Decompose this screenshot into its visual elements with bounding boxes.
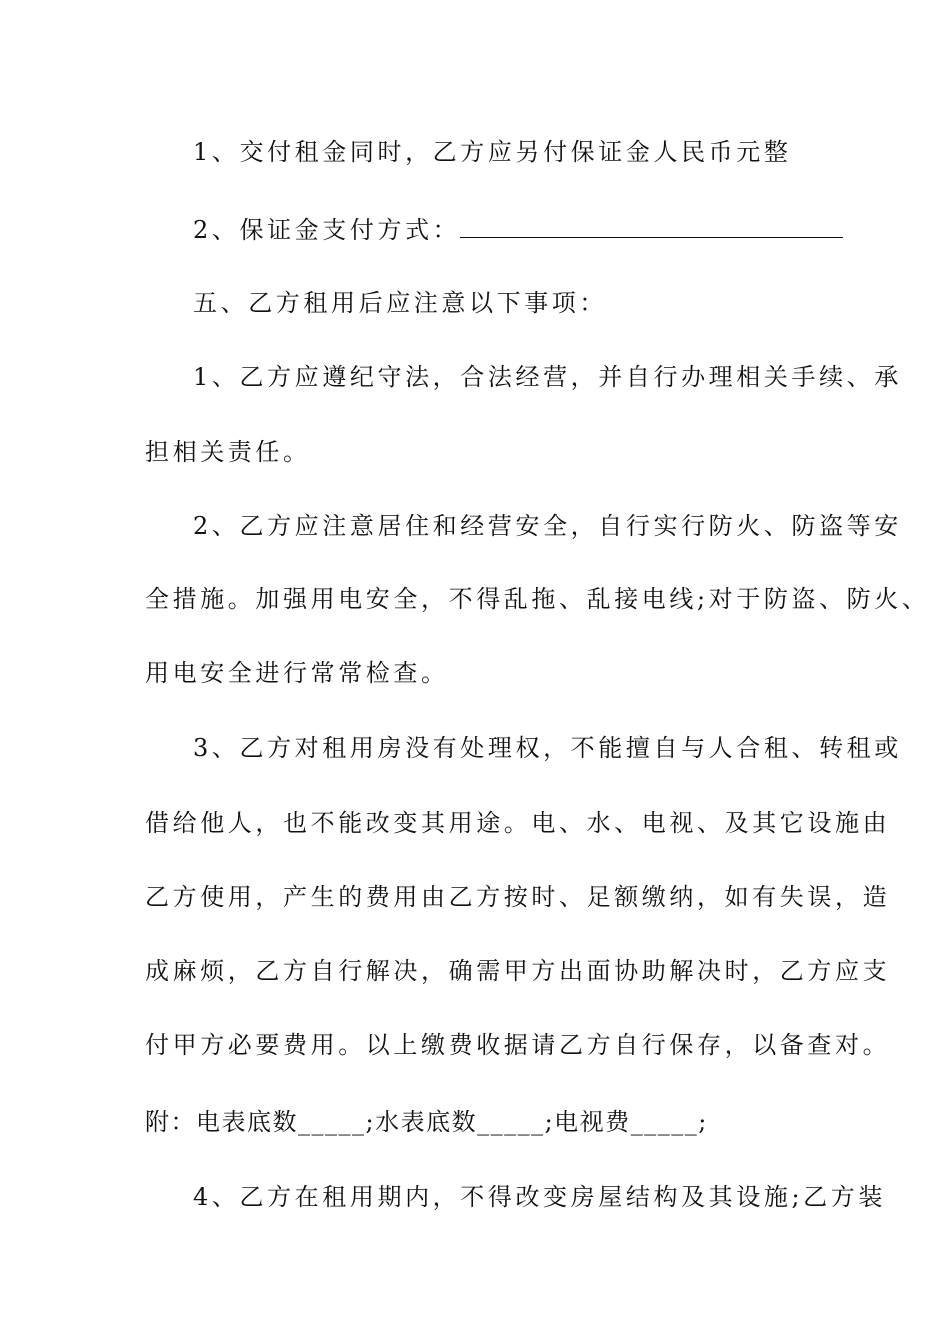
deposit-method-label: 2、保证金支付方式： xyxy=(193,216,461,244)
clause-2-line-2: 全措施。加强用电安全，不得乱拖、乱接电线;对于防盗、防火、 xyxy=(145,585,930,613)
paragraph-deposit-amount: 1、交付租金同时，乙方应另付保证金人民币元整 xyxy=(193,138,792,166)
clause-2-line-3: 用电安全进行常常检查。 xyxy=(145,659,449,687)
clause-1-line-2: 担相关责任。 xyxy=(145,438,311,466)
appendix-electric-label: 附：电表底数 xyxy=(145,1108,298,1136)
appendix-meter-line xyxy=(145,1107,708,1137)
clause-3-line-5: 付甲方必要费用。以上缴费收据请乙方自行保存，以备查对。 xyxy=(145,1031,891,1059)
clause-2-line-1: 2、乙方应注意居住和经营安全，自行实行防火、防盗等安 xyxy=(193,512,902,540)
clause-4-line-1: 4、乙方在租用期内，不得改变房屋结构及其设施;乙方装 xyxy=(193,1183,886,1211)
appendix-water-label: _____;水表底数 xyxy=(298,1108,478,1136)
deposit-method-blank xyxy=(460,236,843,238)
section-heading-five: 五、乙方租用后应注意以下事项： xyxy=(193,289,607,317)
clause-3-line-4: 成麻烦，乙方自行解决，确需甲方出面协助解决时，乙方应支 xyxy=(145,957,891,985)
appendix-tv-label: _____;电视费 xyxy=(477,1108,631,1136)
appendix-end: _____; xyxy=(630,1108,708,1136)
clause-3-line-3: 乙方使用，产生的费用由乙方按时、足额缴纳，如有失误，造 xyxy=(145,883,891,911)
clause-3-line-1: 3、乙方对租用房没有处理权，不能擅自与人合租、转租或 xyxy=(193,734,902,762)
clause-1-line-1: 1、乙方应遵纪守法，合法经营，并自行办理相关手续、承 xyxy=(193,363,902,391)
paragraph-deposit-method xyxy=(193,215,843,245)
clause-3-line-2: 借给他人，也不能改变其用途。电、水、电视、及其它设施由 xyxy=(145,809,891,837)
